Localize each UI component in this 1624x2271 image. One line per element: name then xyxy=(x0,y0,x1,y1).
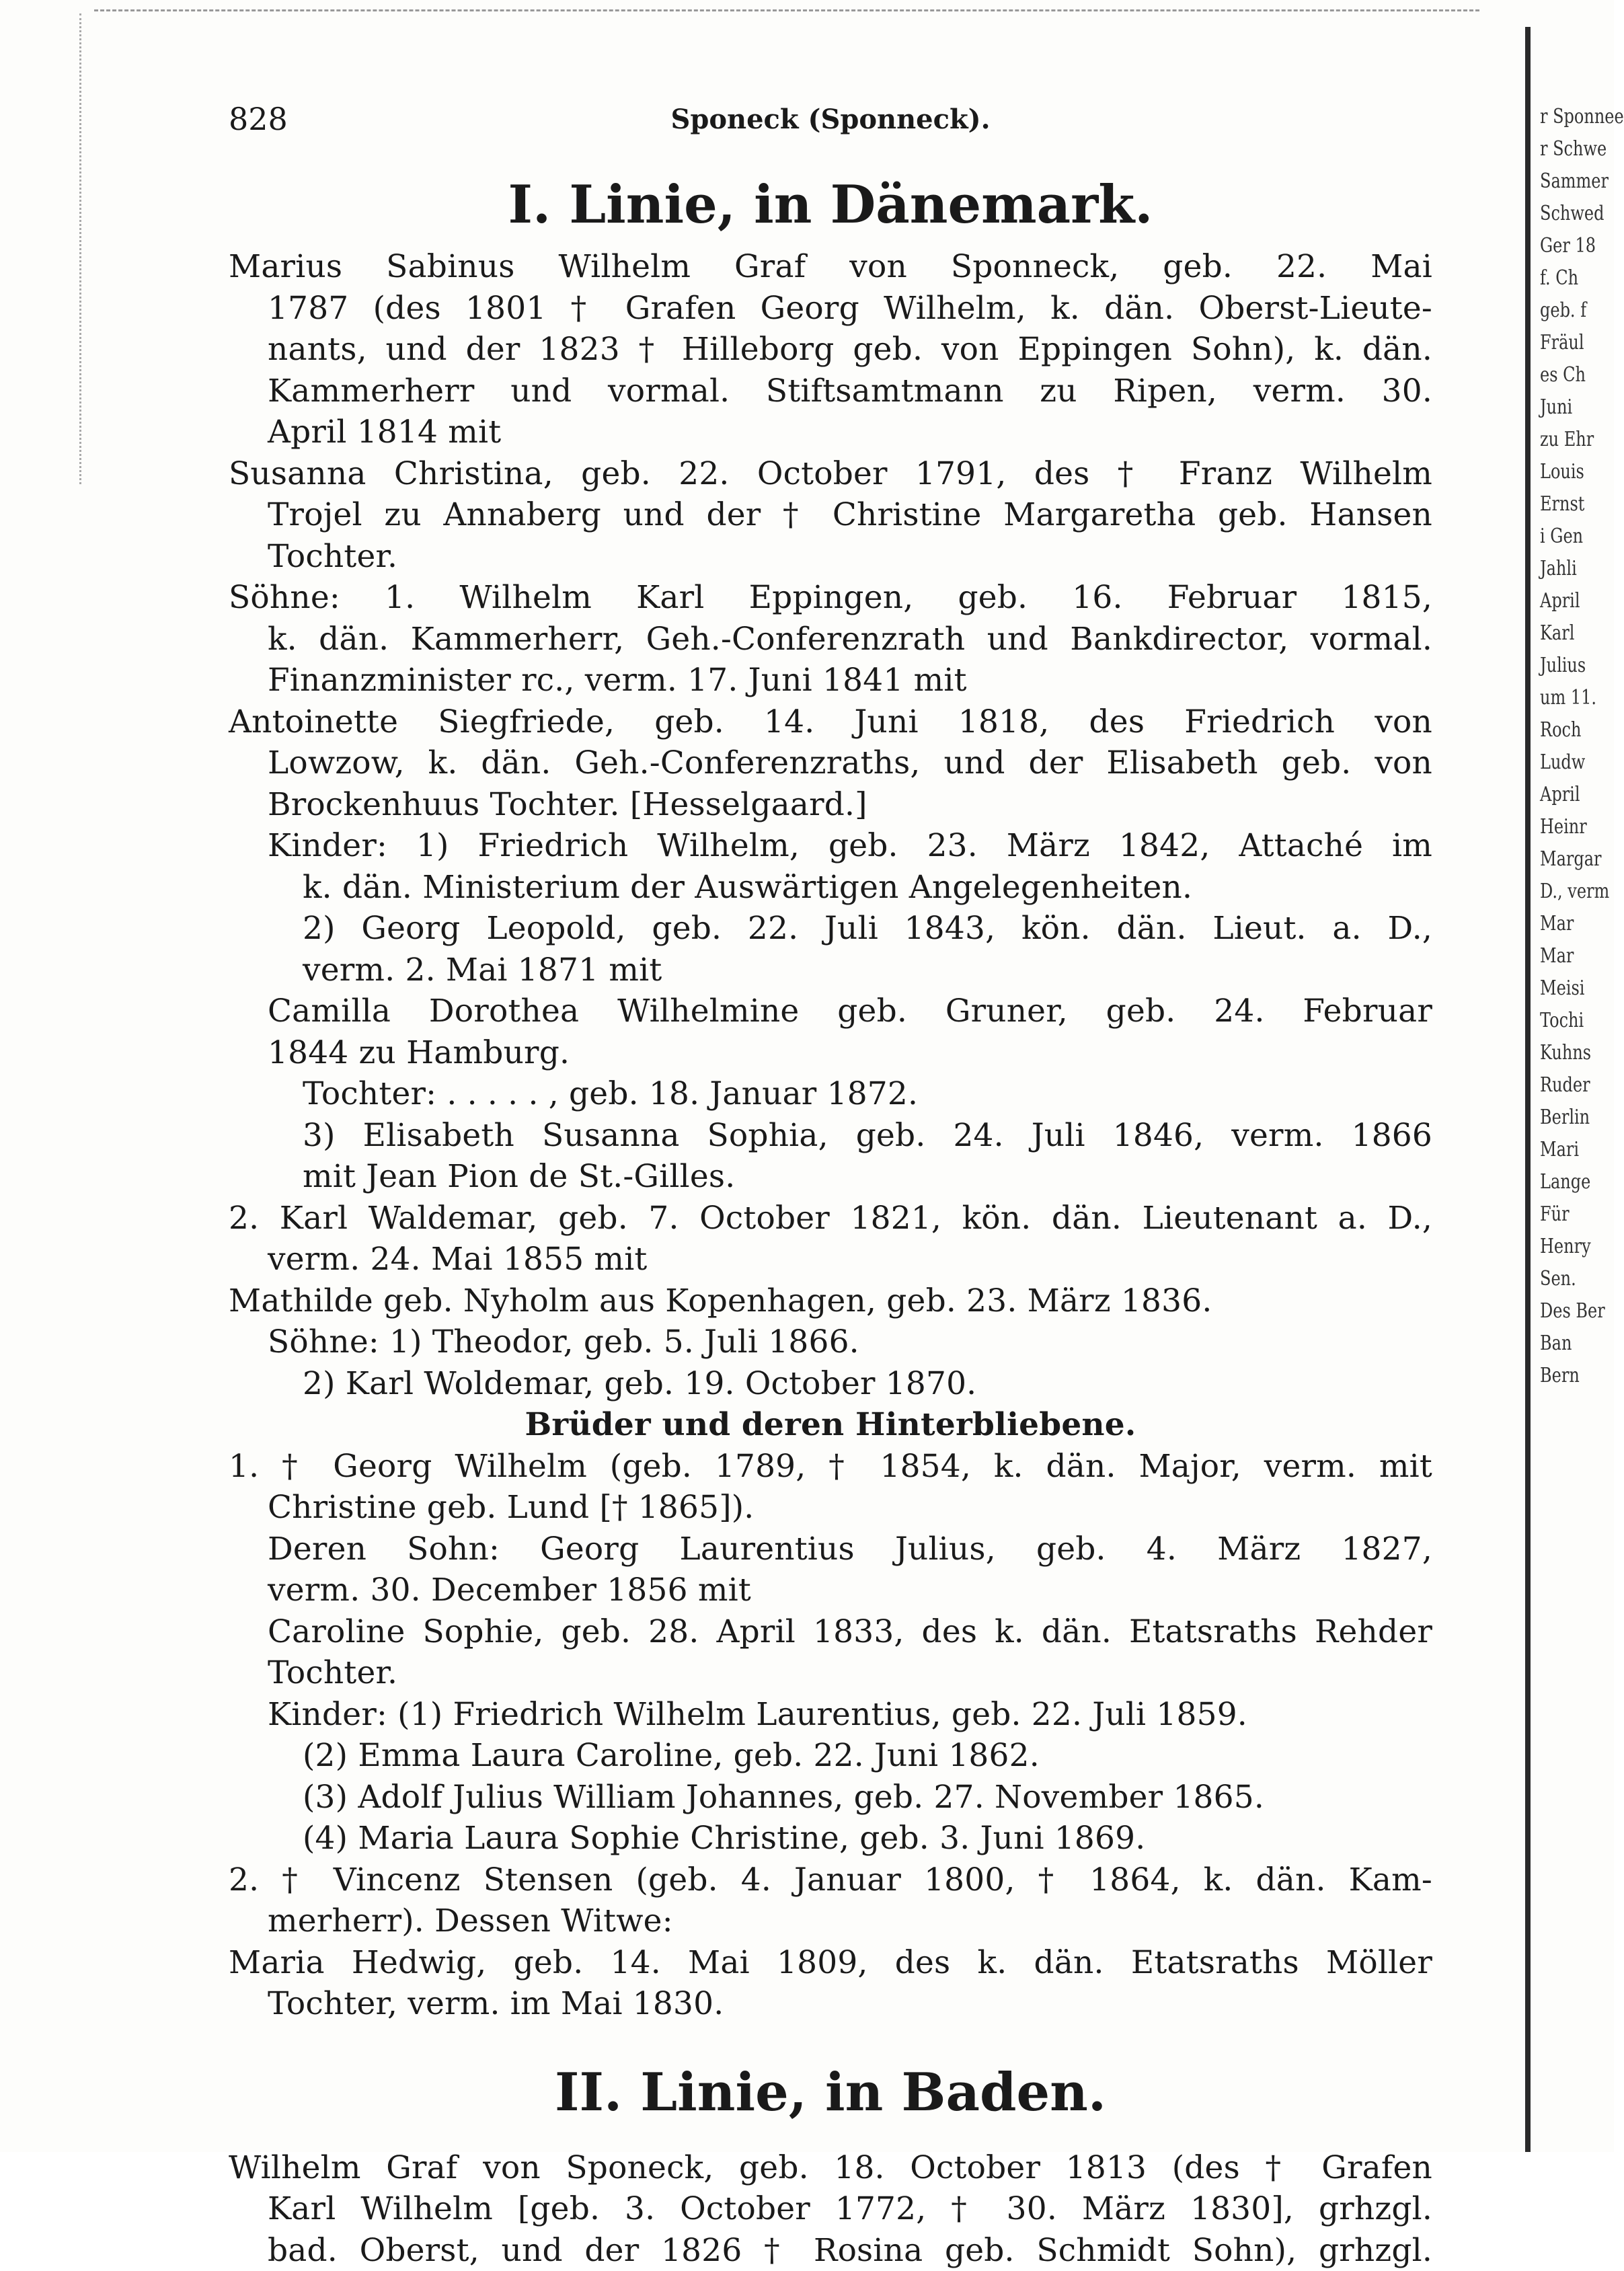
bleed-fragment: Ernst xyxy=(1540,488,1599,521)
bleed-fragment: Bern xyxy=(1540,1360,1599,1392)
bleed-fragment: geb. f xyxy=(1540,295,1599,327)
bleed-fragment: es Ch xyxy=(1540,359,1599,391)
bleed-fragment: r Schwe xyxy=(1540,133,1599,165)
text-line: nants, und der 1823 † Hilleborg geb. von Eppingen Sohn), k. dän. xyxy=(229,329,1432,371)
text-line: bad. Oberst, und der 1826 † Rosina geb. Schmidt Sohn), grhzgl. xyxy=(229,2230,1432,2271)
text-line: k. dän. Ministerium der Auswärtigen Angelegenheiten. xyxy=(229,867,1432,909)
bleed-fragment: April xyxy=(1540,779,1599,811)
text-line: Tochter. xyxy=(229,1652,1432,1694)
bleed-fragment: Ban xyxy=(1540,1327,1599,1360)
bleed-fragment: Jahli xyxy=(1540,553,1599,585)
bleed-fragment: zu Ehr xyxy=(1540,424,1599,456)
bleed-fragment: um 11. xyxy=(1540,682,1599,714)
text-line: (2) Emma Laura Caroline, geb. 22. Juni 1862. xyxy=(229,1735,1432,1777)
binding-gutter xyxy=(1525,27,1531,2152)
page-body xyxy=(229,168,1432,2271)
bleed-fragment: Tochi xyxy=(1540,1005,1599,1037)
bleed-fragment: Sen. xyxy=(1540,1263,1599,1295)
bleed-fragment: Schwed xyxy=(1540,198,1599,230)
bleed-fragment: Mar xyxy=(1540,940,1599,972)
text-line: verm. 2. Mai 1871 mit xyxy=(229,950,1432,991)
bleed-fragment: Ger 18 xyxy=(1540,230,1599,262)
running-head: Sponeck (Sponneck). xyxy=(229,104,1432,135)
bleed-fragment: Meisi xyxy=(1540,972,1599,1005)
bleed-fragment: Mar xyxy=(1540,908,1599,940)
text-line: Kinder: (1) Friedrich Wilhelm Laurentius, geb. 22. Juli 1859. xyxy=(229,1694,1432,1736)
text-line: Söhne: 1) Theodor, geb. 5. Juli 1866. xyxy=(229,1321,1432,1363)
text-line: Mathilde geb. Nyholm aus Kopenhagen, geb. 23. März 1836. xyxy=(229,1280,1432,1322)
section-title: I. Linie, in Dänemark. xyxy=(229,168,1432,242)
page-number: 828 xyxy=(229,101,288,137)
text-line: 1787 (des 1801 † Grafen Georg Wilhelm, k. dän. Oberst-Lieute- xyxy=(229,288,1432,330)
text-line: Kinder: 1) Friedrich Wilhelm, geb. 23. März 1842, Attaché im xyxy=(229,825,1432,867)
bleed-fragment: Sammer xyxy=(1540,165,1599,198)
bleed-fragment: Henry xyxy=(1540,1231,1599,1263)
text-line: 2) Karl Woldemar, geb. 19. October 1870. xyxy=(229,1363,1432,1405)
text-line: 1. † Georg Wilhelm (geb. 1789, † 1854, k. dän. Major, verm. mit xyxy=(229,1446,1432,1488)
text-line: k. dän. Kammerherr, Geh.-Conferenzrath und Bankdirector, vormal. xyxy=(229,619,1432,660)
subsection-heading: Brüder und deren Hinterbliebene. xyxy=(229,1404,1432,1446)
text-line: Kammerherr und vormal. Stiftsamtmann zu Ripen, verm. 30. xyxy=(229,371,1432,412)
text-line: (3) Adolf Julius William Johannes, geb. 27. November 1865. xyxy=(229,1777,1432,1818)
text-line: Karl Wilhelm [geb. 3. October 1772, † 30. März 1830], grhzgl. xyxy=(229,2188,1432,2230)
adjacent-page-bleed xyxy=(1540,101,1614,1849)
text-line: 1844 zu Hamburg. xyxy=(229,1032,1432,1074)
bleed-fragment: Für xyxy=(1540,1198,1599,1231)
text-line: Caroline Sophie, geb. 28. April 1833, des k. dän. Etatsraths Rehder xyxy=(229,1611,1432,1653)
bleed-fragment: Des Ber xyxy=(1540,1295,1599,1327)
text-line: April 1814 mit xyxy=(229,412,1432,453)
bleed-fragment: Juni xyxy=(1540,391,1599,424)
bleed-fragment: Roch xyxy=(1540,714,1599,746)
text-line: 3) Elisabeth Susanna Sophia, geb. 24. Juli 1846, verm. 1866 xyxy=(229,1115,1432,1157)
text-line: verm. 30. December 1856 mit xyxy=(229,1570,1432,1611)
text-line: Marius Sabinus Wilhelm Graf von Sponneck, geb. 22. Mai xyxy=(229,246,1432,288)
bleed-fragment: D., verm xyxy=(1540,876,1599,908)
bleed-fragment: Julius xyxy=(1540,650,1599,682)
text-line: Tochter: . . . . . , geb. 18. Januar 1872. xyxy=(229,1073,1432,1115)
page-header xyxy=(229,101,1432,141)
text-line: Camilla Dorothea Wilhelmine geb. Gruner, geb. 24. Februar xyxy=(229,991,1432,1032)
bleed-fragment: Berlin xyxy=(1540,1102,1599,1134)
text-line: (4) Maria Laura Sophie Christine, geb. 3. Juni 1869. xyxy=(229,1818,1432,1859)
text-line: Finanzminister rc., verm. 17. Juni 1841 mit xyxy=(229,660,1432,701)
bleed-fragment: Fräul xyxy=(1540,327,1599,359)
bleed-fragment: Ruder xyxy=(1540,1069,1599,1102)
text-line: Deren Sohn: Georg Laurentius Julius, geb. 4. März 1827, xyxy=(229,1529,1432,1570)
bleed-fragment: Karl xyxy=(1540,617,1599,650)
bleed-fragment: Mari xyxy=(1540,1134,1599,1166)
scan-edge-marks xyxy=(79,13,88,484)
text-line: Wilhelm Graf von Sponeck, geb. 18. October 1813 (des † Grafen xyxy=(229,2147,1432,2189)
text-line: 2. Karl Waldemar, geb. 7. October 1821, kön. dän. Lieutenant a. D., xyxy=(229,1198,1432,1239)
scan-edge-dash xyxy=(94,9,1479,11)
text-line: Antoinette Siegfriede, geb. 14. Juni 1818, des Friedrich von xyxy=(229,701,1432,743)
text-line: Maria Hedwig, geb. 14. Mai 1809, des k. dän. Etatsraths Möller xyxy=(229,1942,1432,1984)
text-line: merherr). Dessen Witwe: xyxy=(229,1900,1432,1942)
text-line: verm. 24. Mai 1855 mit xyxy=(229,1239,1432,1280)
text-line: Susanna Christina, geb. 22. October 1791, des † Franz Wilhelm xyxy=(229,453,1432,495)
section-title: II. Linie, in Baden. xyxy=(229,2056,1432,2130)
text-line: Brockenhuus Tochter. [Hesselgaard.] xyxy=(229,784,1432,826)
text-line: Christine geb. Lund [† 1865]). xyxy=(229,1487,1432,1529)
text-line: mit Jean Pion de St.-Gilles. xyxy=(229,1156,1432,1198)
text-line: 2) Georg Leopold, geb. 22. Juli 1843, kön. dän. Lieut. a. D., xyxy=(229,908,1432,950)
bleed-fragment: Margar xyxy=(1540,843,1599,876)
bleed-fragment: Ludw xyxy=(1540,746,1599,779)
bleed-fragment: April xyxy=(1540,585,1599,617)
bleed-fragment: i Gen xyxy=(1540,521,1599,553)
bleed-fragment: Louis xyxy=(1540,456,1599,488)
text-line: Trojel zu Annaberg und der † Christine Margaretha geb. Hansen xyxy=(229,494,1432,536)
bleed-fragment: Heinr xyxy=(1540,811,1599,843)
text-line: Tochter. xyxy=(229,536,1432,578)
bleed-fragment: f. Ch xyxy=(1540,262,1599,295)
text-line: Lowzow, k. dän. Geh.-Conferenzraths, und der Elisabeth geb. von xyxy=(229,742,1432,784)
text-line: 2. † Vincenz Stensen (geb. 4. Januar 1800, † 1864, k. dän. Kam- xyxy=(229,1859,1432,1901)
bleed-fragment: Lange xyxy=(1540,1166,1599,1198)
text-line: Tochter, verm. im Mai 1830. xyxy=(229,1983,1432,2025)
text-line: Söhne: 1. Wilhelm Karl Eppingen, geb. 16. Februar 1815, xyxy=(229,577,1432,619)
bleed-fragment: Kuhns xyxy=(1540,1037,1599,1069)
bleed-fragment: r Sponnee xyxy=(1540,101,1599,133)
